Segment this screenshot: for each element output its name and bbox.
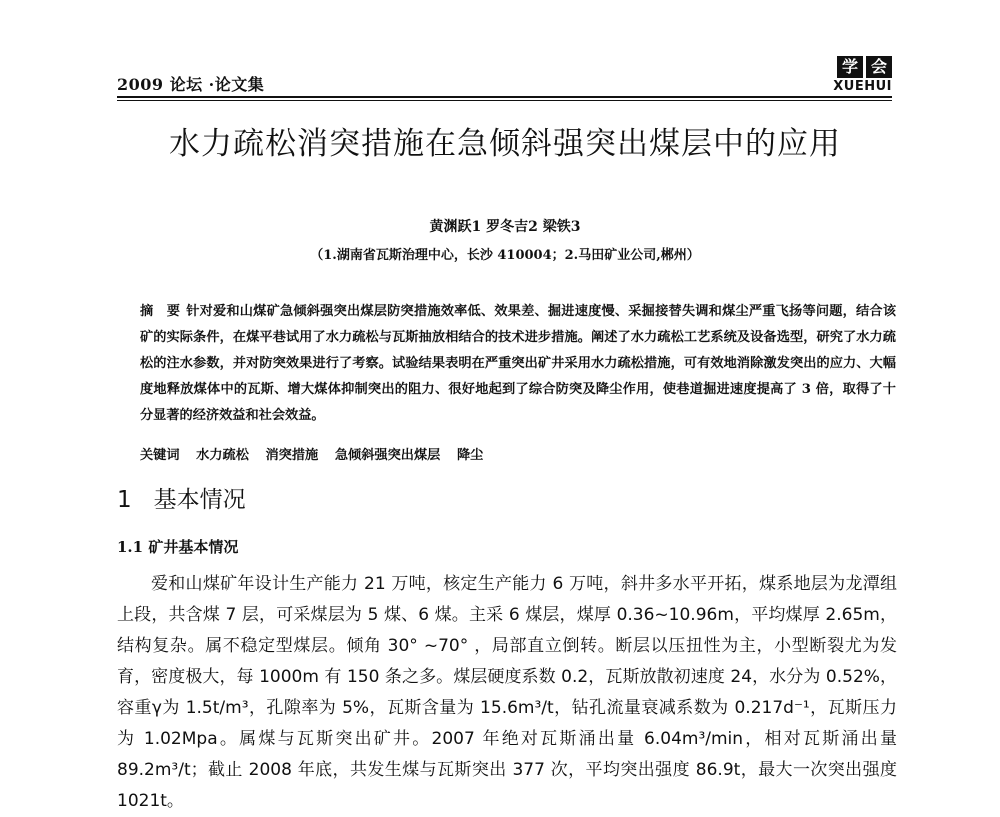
keywords-label: 关键词 [140, 448, 180, 463]
author-list: 黄渊跃1 罗冬吉2 梁铁3 [429, 219, 581, 235]
header-rule [117, 96, 892, 98]
keyword: 水力疏松 [196, 448, 249, 463]
logo-wordmark: XUEHUI [833, 79, 892, 94]
section-number: 1 [117, 487, 132, 513]
body-paragraph: 爱和山煤矿年设计生产能力 21 万吨，核定生产能力 6 万吨，斜井多水平开拓，煤系地层为龙潭组上段，共含煤 7 层，可采煤层为 5 煤、6 煤。主采 6 煤层，煤厚 0.36~10.96m，平均煤厚 2.65m，结构复杂。属不稳定型煤层。倾角 30° ~70° ，局部直立倒转。断层以压扭性为主，小型断裂尤为发育，密度极大，每 1000m 有 150 条之多。煤层硬度系数 0.2，瓦斯放散初速度 24，水分为 0.52%，容重γ为 1.5t/m³，孔隙率为 5%，瓦斯含量为 15.6m³/t，钻孔流量衰减系数为 0.217d⁻¹，瓦斯压力为 1.02Mpa。属煤与瓦斯突出矿井。2007 年绝对瓦斯涌出量 6.04m³/min，相对瓦斯涌出量 89.2m³/t；截止 2008 年底，共发生煤与瓦斯突出 377 次，平均突出强度 86.9t，最大一次突出强度 1021t。 [117, 574, 897, 811]
logo-mark [826, 56, 892, 78]
running-header: 2009 论坛 ·论文集 [117, 75, 265, 94]
paper-title: 水力疏松消突措施在急倾斜强突出煤层中的应用 [169, 126, 841, 162]
subsection-heading: 1.1 矿井基本情况 [117, 538, 239, 556]
keyword: 降尘 [456, 448, 484, 463]
keyword: 急倾斜强突出煤层 [334, 448, 441, 463]
header-rule-thin [117, 100, 892, 101]
keyword: 消突措施 [265, 448, 319, 463]
logo-char-2: 会 [866, 56, 892, 78]
abstract-text: 针对爱和山煤矿急倾斜强突出煤层防突措施效率低、效果差、掘进速度慢、采掘接替失调和煤尘严重飞扬等问题，结合该矿的实际条件，在煤平巷试用了水力疏松与瓦斯抽放相结合的技术进步措施。阐述了水力疏松工艺系统及设备选型，研究了水力疏松的注水参数，并对防突效果进行了考察。试验结果表明在严重突出矿井采用水力疏松措施，可有效地消除激发突出的应力、大幅度地释放煤体中的瓦斯、增大煤体抑制突出的阻力、很好地起到了综合防突及降尘作用，使巷道掘进速度提高了 3 倍，取得了十分显著的经济效益和社会效益。 [140, 304, 897, 423]
logo-char-1: 学 [837, 56, 863, 78]
affiliation: （1.湖南省瓦斯治理中心，长沙 410004；2.马田矿业公司,郴州） [310, 248, 700, 263]
keywords [140, 444, 896, 463]
abstract [140, 299, 896, 429]
xuehui-logo [826, 56, 892, 94]
section-title: 基本情况 [153, 487, 246, 513]
section-heading [117, 481, 246, 514]
abstract-label: 摘 要 [140, 304, 181, 319]
